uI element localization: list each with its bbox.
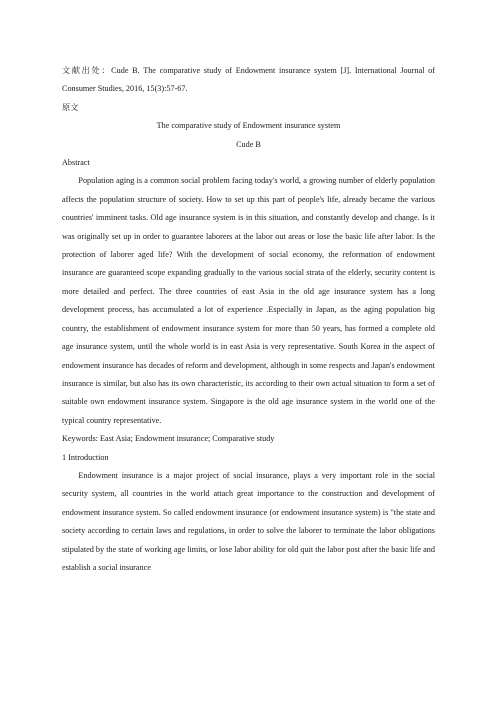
paper-author: Cude B xyxy=(236,139,261,149)
section-body: Endowment insurance is a major project of social insurance, plays a very important role in the social security system, all countries in the world attach great importance to the construction and development of endowment insurance system. So called endowment insurance (or endowment insurance system) is "the state and society according to certain laws and regulations, in order to solve the laborer to terminate the labor obligations stipulated by the state of working age limits, or lose labor ability for old quit the labor post after the basic life and establish a social insurance xyxy=(62,470,435,572)
keywords: Keywords: East Asia; Endowment insurance; Comparative study xyxy=(62,434,275,444)
abstract-heading: Abstract xyxy=(62,158,90,168)
abstract-body: Population aging is a common social problem facing today's world, a growing number of elderly population affects the population structure of society. How to set up this part of people's life, already became the various countries' imminent tasks. Old age insurance system is in this situation, and constantly develop and change. Is it was originally set up in order to guarantee laborers at the labor out areas or lose the basic life after labor. Is the protection of laborer aged life? With the development of social economy, the reformation of endowment insurance are guaranteed scope expanding gradually to the various social strata of the elderly, security content is more detailed and perfect. The three countries of east Asia in the old age insurance system has a long development process, has accumulated a lot of experience .Especially in Japan, as the aging population big country, the establishment of endowment insurance system for more than 50 years, has formed a complete old age insurance system, until the whole world is in east Asia is very representative. South Korea in the aspect of endowment insurance has decades of reform and development, although in some respects and Japan's endowment insurance is similar, but also has its own characteristic, its according to their own actual situation to form a set of suitable own endowment insurance system. Singapore is the old age insurance system in the world one of the typical country representative. xyxy=(62,176,435,425)
citation-line xyxy=(62,62,435,99)
citation-label: 文献出处： xyxy=(62,66,112,75)
original-label: 原文 xyxy=(62,102,79,112)
document-content xyxy=(62,62,435,577)
section-heading: 1 Introduction xyxy=(62,452,109,462)
citation-text: Cude B. The comparative study of Endowment insurance system [J]. International Journal of Consumer Studies, 2016, 15(3):57-67. xyxy=(62,66,435,94)
paper-title: The comparative study of Endowment insurance system xyxy=(156,121,341,131)
